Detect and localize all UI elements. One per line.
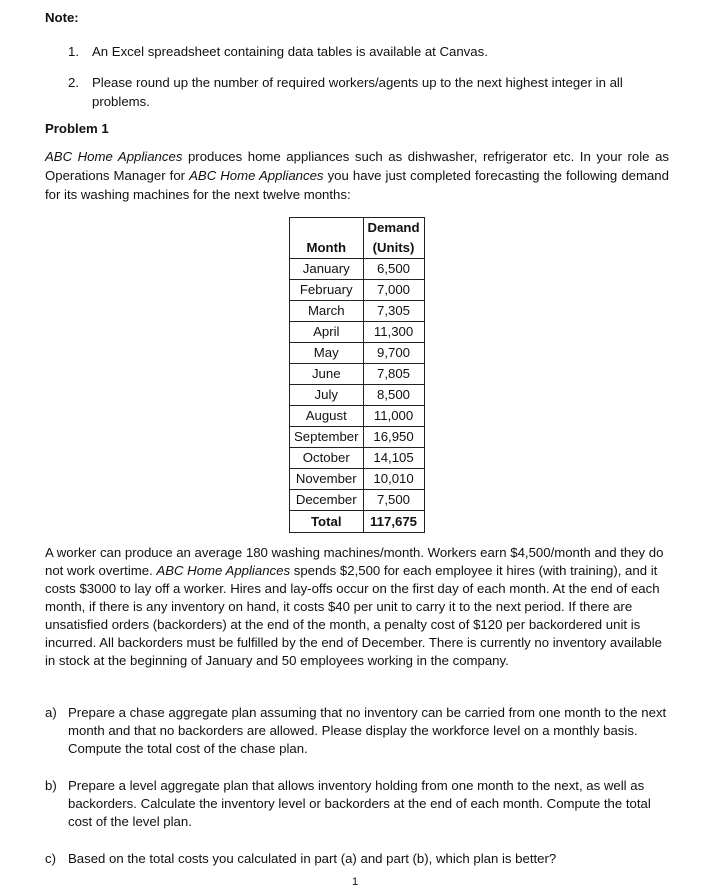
- total-label: Total: [290, 511, 364, 533]
- month-cell: April: [290, 322, 364, 343]
- cost-paragraph: [45, 544, 669, 670]
- table-row: [290, 469, 425, 490]
- company-name: ABC Home Appliances: [156, 563, 291, 578]
- note-item: [68, 73, 668, 111]
- question-text: Prepare a chase aggregate plan assuming that no inventory can be carried from one month to the next month and that no backorders are allowed. Please display the workforce level on a monthly basis. Compute the total cost of the chase plan.: [68, 705, 667, 756]
- demand-cell: 8,500: [363, 385, 424, 406]
- paragraph-part2: spends $2,500 for each employee it hires (with training), and it costs $3000 to lay off a worker. Hires and lay-offs occur on the first day of each month. At the end of each month, if there is any inventory on hand, it costs $40 per unit to carry it to the next period. If there are unsatisfied orders (backorders) at the end of the month, a penalty cost of $120 per backordered unit is incurred. All backorders must be fulfilled by the end of December. There is currently no inventory available in stock at the beginning of January and 50 employees working in the company.: [45, 563, 662, 668]
- note-title: Note:: [45, 10, 79, 25]
- page-number: 1: [352, 876, 359, 888]
- demand-table: [289, 217, 425, 533]
- demand-cell: 7,500: [363, 490, 424, 511]
- demand-cell: 14,105: [363, 448, 424, 469]
- month-cell: June: [290, 364, 364, 385]
- company-name: ABC Home Appliances: [45, 149, 183, 164]
- table-total-row: [290, 511, 425, 533]
- question-item: [45, 850, 669, 868]
- table-row: [290, 322, 425, 343]
- table-header-demand: Demand: [363, 218, 424, 239]
- note-item-number: 1.: [68, 44, 79, 59]
- note-item-text: An Excel spreadsheet containing data tables is available at Canvas.: [92, 44, 488, 59]
- table-row: [290, 385, 425, 406]
- note-list: [68, 42, 668, 123]
- note-item-number: 2.: [68, 75, 79, 90]
- month-cell: May: [290, 343, 364, 364]
- month-cell: December: [290, 490, 364, 511]
- question-label: c): [45, 851, 56, 866]
- table-row: [290, 280, 425, 301]
- month-cell: January: [290, 259, 364, 280]
- month-cell: October: [290, 448, 364, 469]
- month-cell: November: [290, 469, 364, 490]
- table-row: [290, 343, 425, 364]
- problem-intro: [45, 147, 669, 204]
- demand-cell: 11,000: [363, 406, 424, 427]
- table-header-month: Month: [290, 238, 364, 259]
- question-item: [45, 777, 669, 831]
- paragraph-part1: A worker can produce an average 180 washing machines/month. Workers earn $4,500/month and they do not work overtime.: [45, 545, 664, 578]
- demand-cell: 9,700: [363, 343, 424, 364]
- problem-title: Problem 1: [45, 121, 109, 136]
- month-cell: September: [290, 427, 364, 448]
- month-cell: July: [290, 385, 364, 406]
- table-row: [290, 364, 425, 385]
- table-header-units: (Units): [363, 238, 424, 259]
- table-header-month-top: [290, 218, 364, 239]
- demand-cell: 7,305: [363, 301, 424, 322]
- demand-cell: 7,805: [363, 364, 424, 385]
- intro-text-part2: you have just completed forecasting the following demand for its washing machines for the next twelve months:: [45, 168, 669, 202]
- table-row: [290, 301, 425, 322]
- question-text: Prepare a level aggregate plan that allows inventory holding from one month to the next, as well as backorders. Calculate the inventory level or backorders at the end of each month. Compute the total cost of the level plan.: [68, 778, 651, 829]
- question-item: [45, 704, 669, 758]
- month-cell: March: [290, 301, 364, 322]
- table-row: [290, 427, 425, 448]
- note-item-text: Please round up the number of required workers/agents up to the next highest integer in all problems.: [92, 75, 623, 109]
- demand-table-body: [290, 259, 425, 511]
- question-label: a): [45, 705, 57, 720]
- table-row: [290, 406, 425, 427]
- demand-cell: 10,010: [363, 469, 424, 490]
- demand-cell: 6,500: [363, 259, 424, 280]
- question-label: b): [45, 778, 57, 793]
- table-row: [290, 448, 425, 469]
- note-item: [68, 42, 668, 61]
- table-row: [290, 490, 425, 511]
- month-cell: February: [290, 280, 364, 301]
- demand-cell: 16,950: [363, 427, 424, 448]
- intro-text-part1: produces home appliances such as dishwasher, refrigerator etc. In your role as Operations Manager for: [45, 149, 669, 183]
- question-list: [45, 704, 669, 887]
- demand-cell: 7,000: [363, 280, 424, 301]
- question-text: Based on the total costs you calculated in part (a) and part (b), which plan is better?: [68, 851, 557, 866]
- total-value: 117,675: [363, 511, 424, 533]
- demand-cell: 11,300: [363, 322, 424, 343]
- company-name: ABC Home Appliances: [189, 168, 324, 183]
- month-cell: August: [290, 406, 364, 427]
- table-row: [290, 259, 425, 280]
